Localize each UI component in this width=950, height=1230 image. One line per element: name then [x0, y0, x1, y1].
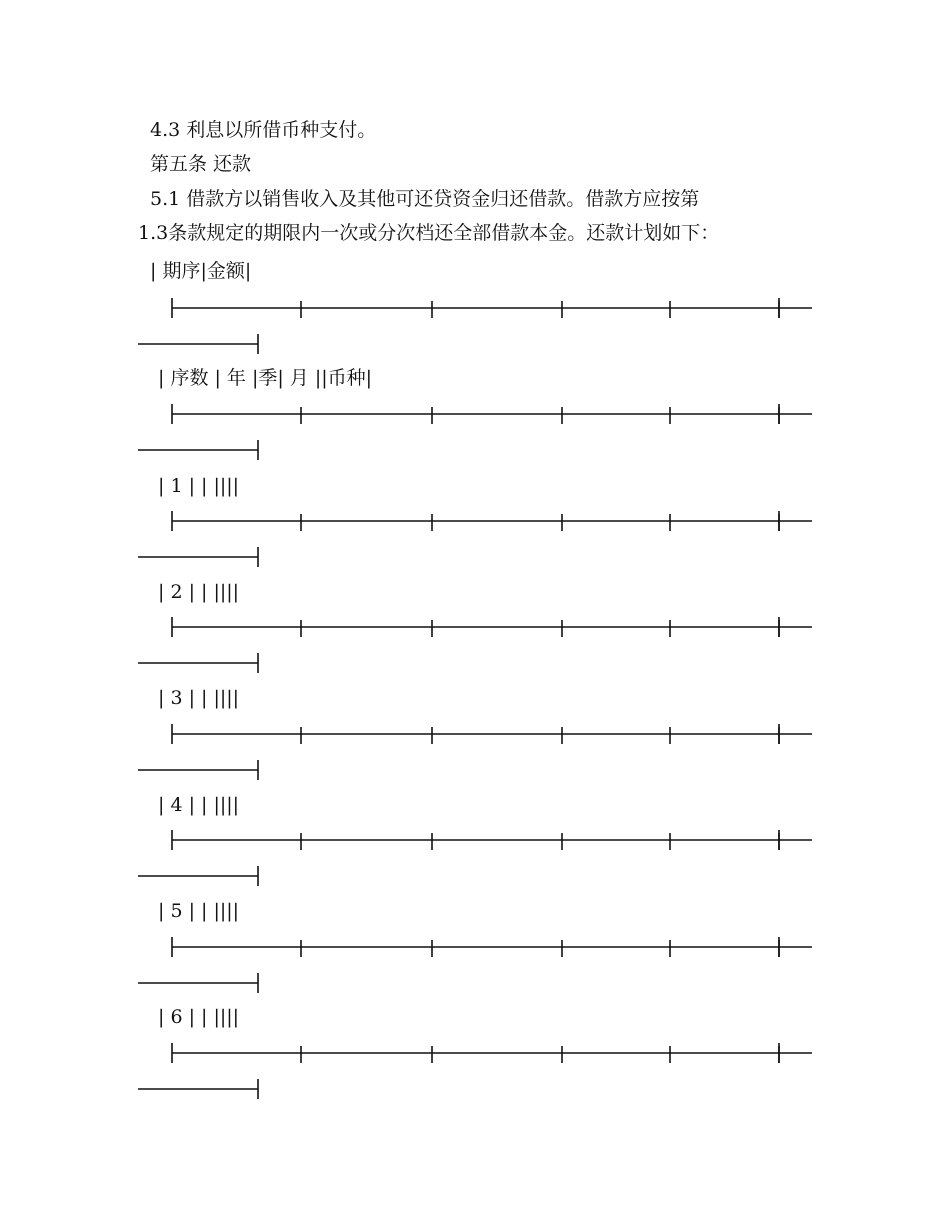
- paragraph-repayment-line1: 5.1 借款方以销售收入及其他可还贷资金归还借款。借款方应按第: [150, 188, 700, 210]
- table-rule: [0, 830, 950, 890]
- table-row: | 3 | | ||||: [158, 687, 240, 709]
- table-row: | 1 | | ||||: [158, 475, 240, 497]
- table-row: | 4 | | ||||: [158, 794, 240, 816]
- table-row: | 5 | | ||||: [158, 900, 240, 922]
- table-rule: [0, 511, 950, 571]
- table-rule: [0, 724, 950, 784]
- table-rule: [0, 298, 950, 358]
- table-header-row-1: | 期序|金额|: [150, 260, 252, 282]
- paragraph-interest-currency: 4.3 利息以所借币种支付。: [150, 119, 377, 141]
- table-rule: [0, 404, 950, 464]
- table-rule: [0, 617, 950, 677]
- article-five-heading: 第五条 还款: [150, 153, 252, 175]
- table-row: | 6 | | ||||: [158, 1006, 240, 1028]
- table-row: | 2 | | ||||: [158, 581, 240, 603]
- table-header-row-2: | 序数 | 年 |季| 月 ||币种|: [158, 367, 373, 389]
- table-rule: [0, 937, 950, 997]
- table-rule: [0, 1043, 950, 1103]
- paragraph-repayment-line2: 1.3条款规定的期限内一次或分次档还全部借款本金。还款计划如下：: [138, 222, 720, 244]
